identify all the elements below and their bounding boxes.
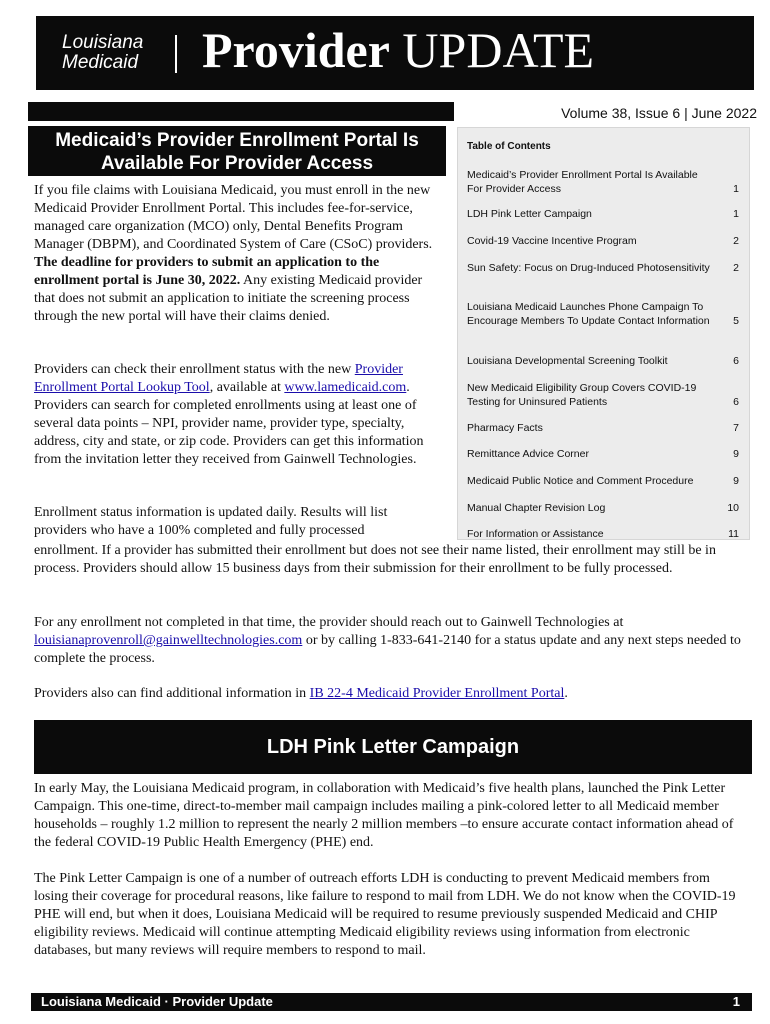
toc-item[interactable] xyxy=(467,502,747,516)
issue-info: Volume 38, Issue 6 | June 2022 xyxy=(561,105,757,121)
page-footer xyxy=(31,993,752,1011)
toc-title: Table of Contents xyxy=(467,141,551,152)
section1-paragraph-5 xyxy=(34,685,746,703)
p1-tail: Any existing Medicaid provider that does not submit an application to initiate the screening process through the new portal will have their claims denied. xyxy=(34,273,423,324)
section1-paragraph-4 xyxy=(34,614,746,668)
toc-item[interactable] xyxy=(467,475,747,489)
toc-item-label: LDH Pink Letter Campaign xyxy=(467,208,592,220)
toc-item-page: 6 xyxy=(733,395,739,408)
toc-item[interactable] xyxy=(467,422,747,436)
toc-item-label: Covid-19 Vaccine Incentive Program xyxy=(467,235,637,247)
toc-item-label: Pharmacy Facts xyxy=(467,422,543,434)
toc-item-label: Medicaid’s Provider Enrollment Portal Is Available For Provider Access xyxy=(467,169,698,195)
toc-item[interactable] xyxy=(467,301,747,328)
newsletter-title xyxy=(202,22,594,78)
toc-item[interactable] xyxy=(467,355,747,369)
toc-item-label: Remittance Advice Corner xyxy=(467,448,589,460)
toc-item-page: 1 xyxy=(733,182,739,195)
toc-item-label: Medicaid Public Notice and Comment Procedure xyxy=(467,475,694,487)
toc-item-page: 6 xyxy=(733,355,739,367)
section1-paragraph-3-rest: enrollment. If a provider has submitted their enrollment but does not see their name listed, their enrollment may still be in process. Providers should allow 15 business days from their submission for their enrollment to be fully processed. xyxy=(34,543,716,576)
p3-line-2: providers who have a 100% completed and fully processed xyxy=(34,523,365,538)
p2-text-b: , available at xyxy=(209,380,285,395)
toc-item-page: 2 xyxy=(733,262,739,274)
header-rule-bar xyxy=(28,102,454,121)
masthead xyxy=(36,16,754,90)
toc-item[interactable] xyxy=(467,262,747,276)
p2-text-c: . Providers can search for completed enrollments using at least one of several data points – NPI, provider name, provider type, specialty, address, city and state, or zip code. Providers can get this information from the invitation letter they received from Gainwell Technologies. xyxy=(34,380,424,467)
lamedicaid-link[interactable]: www.lamedicaid.com xyxy=(284,380,407,395)
toc-item[interactable] xyxy=(467,382,747,409)
section1-paragraph-2 xyxy=(34,361,448,469)
toc-item[interactable] xyxy=(467,169,747,196)
toc-item-label: Louisiana Medicaid Launches Phone Campaign To Encourage Members To Update Contact Information xyxy=(467,301,710,327)
section1-paragraph-1 xyxy=(34,182,444,326)
p4-text-a: For any enrollment not completed in that time, the provider should reach out to Gainwell Technologies at xyxy=(34,615,624,630)
toc-item-page: 10 xyxy=(727,502,739,514)
p2-text-a: Providers can check their enrollment status with the new xyxy=(34,362,355,377)
section2-heading: LDH Pink Letter Campaign xyxy=(34,720,752,774)
toc-item[interactable] xyxy=(467,208,747,222)
section1-heading-line1: Medicaid’s Provider Enrollment Portal Is xyxy=(55,130,419,151)
toc-item-page: 7 xyxy=(733,422,739,434)
toc-item-page: 1 xyxy=(733,208,739,220)
toc-item-page: 9 xyxy=(733,448,739,460)
toc-item[interactable] xyxy=(467,528,747,542)
toc-item-page: 2 xyxy=(733,235,739,247)
section1-heading-line2: Available For Provider Access xyxy=(100,153,374,174)
toc-item-page: 9 xyxy=(733,475,739,487)
toc-item-label: Sun Safety: Focus on Drug-Induced Photosensitivity xyxy=(467,262,710,274)
footer-publication: Louisiana Medicaid · Provider Update xyxy=(41,994,273,1009)
title-bold: Provider xyxy=(202,22,390,78)
brand-logo xyxy=(62,33,143,73)
p5-text-b: . xyxy=(564,686,568,701)
enrollment-email-link[interactable]: louisianaprovenroll@gainwelltechnologies.com xyxy=(34,633,303,648)
section1-paragraph-3-start xyxy=(34,504,454,540)
section2-paragraph-1: In early May, the Louisiana Medicaid program, in collaboration with Medicaid’s five health plans, launched the Pink Letter Campaign. This one-time, direct-to-member mail campaign includes mailing a pink-colored letter to all Medicaid member households – roughly 1.2 million to represent the nearly 2 million members –to ensure accurate contact information ahead of the federal COVID-19 Public Health Emergency (PHE) end. xyxy=(34,781,734,850)
toc-item-page: 11 xyxy=(728,528,739,540)
toc-item-label: Louisiana Developmental Screening Toolkit xyxy=(467,355,668,367)
section1-heading xyxy=(28,126,446,176)
p1-deadline: The deadline for providers to submit an application to the enrollment portal is June 30, 2022. xyxy=(34,255,380,288)
toc-item[interactable] xyxy=(467,448,747,462)
p5-text-a: Providers also can find additional information in xyxy=(34,686,310,701)
toc-item-label: Manual Chapter Revision Log xyxy=(467,502,606,514)
p4-text-b: or by calling 1-833-641-2140 for a status update and any next steps needed to complete the process. xyxy=(34,633,741,666)
toc-item-page: 5 xyxy=(733,314,739,327)
brand-line-2: Medicaid xyxy=(62,52,139,73)
title-rest: UPDATE xyxy=(402,22,595,78)
p1-text: If you file claims with Louisiana Medicaid, you must enroll in the new Medicaid Provider Enrollment Portal. This includes fee-for-service, managed care organization (MCO) only, Dental Benefits Program Manager (DBPM), and Coordinated System of Care (CSoC) providers. xyxy=(34,183,433,252)
toc-item-label: New Medicaid Eligibility Group Covers COVID-19 Testing for Uninsured Patients xyxy=(467,382,697,408)
section2-paragraph-2: The Pink Letter Campaign is one of a number of outreach efforts LDH is conducting to prevent Medicaid members from losing their coverage for procedural reasons, like failure to respond to mail from LDH. We do not know when the COVID-19 PHE will end, but when it does, Louisiana Medicaid will be required to resume previously suspended Medicaid and CHIP eligibility reviews. Medicaid will continue attempting Medicaid eligibility reviews using information from electronic databases, but many reviews will require members to respond to mail. xyxy=(34,871,736,958)
table-of-contents xyxy=(457,127,750,540)
toc-item-label: For Information or Assistance xyxy=(467,528,604,540)
toc-item[interactable] xyxy=(467,235,747,249)
brand-divider xyxy=(175,35,177,73)
lookup-tool-link[interactable]: Provider Enrollment Portal Lookup Tool xyxy=(34,362,403,395)
brand-line-1: Louisiana xyxy=(62,32,144,53)
ib-22-4-link[interactable]: IB 22-4 Medicaid Provider Enrollment Portal xyxy=(309,686,565,701)
page-number: 1 xyxy=(732,994,740,1009)
p3-line-1: Enrollment status information is updated daily. Results will list xyxy=(34,505,388,520)
